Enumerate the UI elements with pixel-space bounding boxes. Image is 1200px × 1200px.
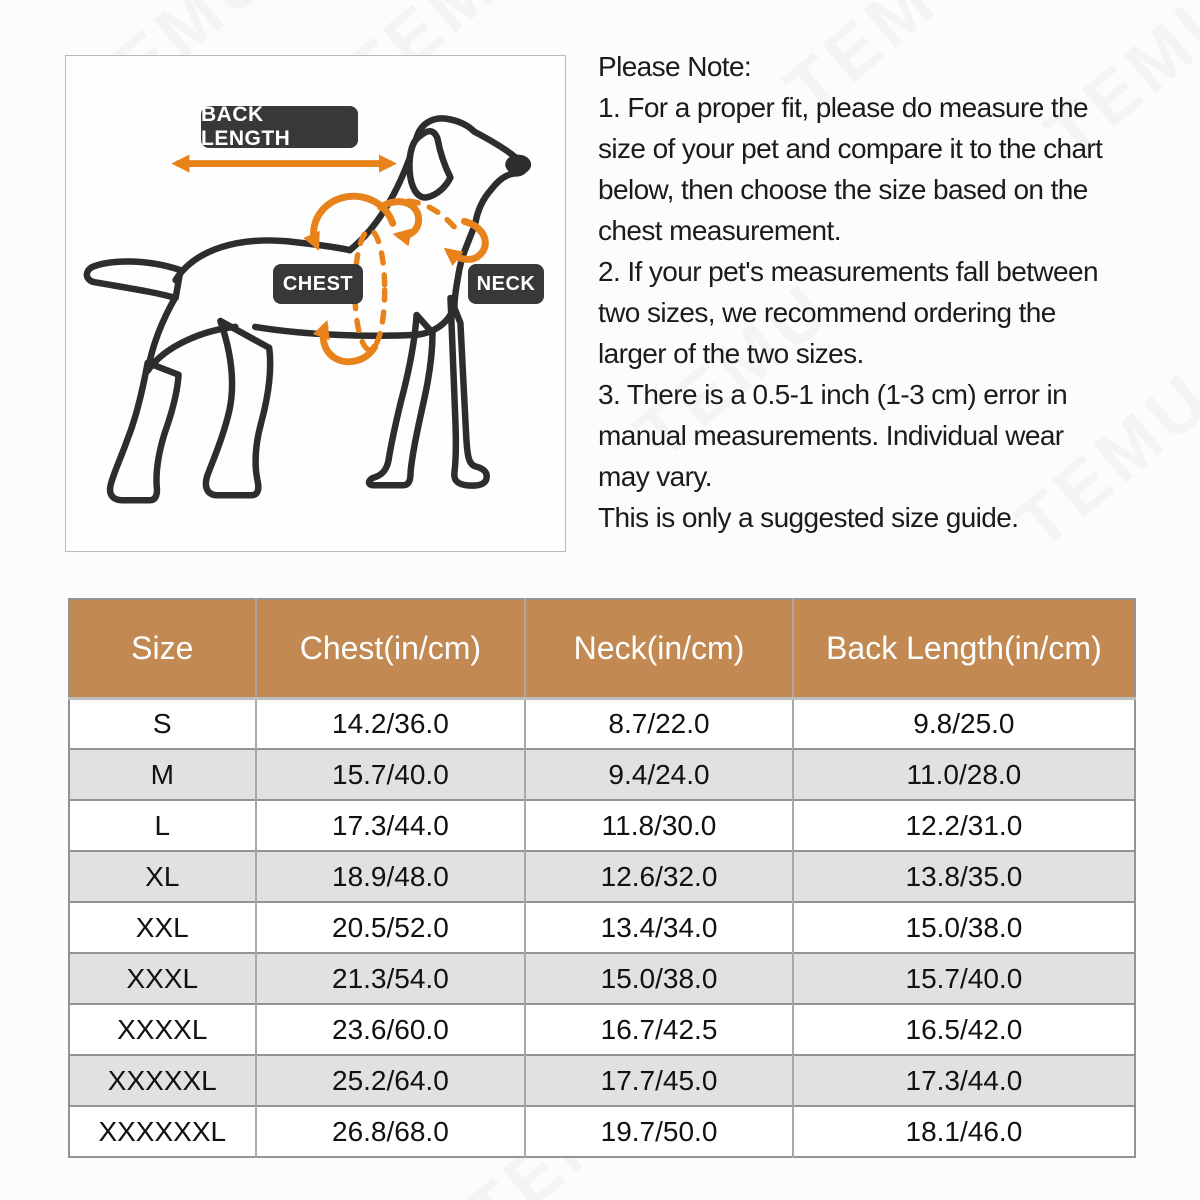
neck-cell: 13.4/34.0 — [525, 902, 793, 953]
back-cell: 9.8/25.0 — [793, 698, 1135, 749]
back-length-label: BACK LENGTH — [201, 106, 358, 148]
neck-cell: 11.8/30.0 — [525, 800, 793, 851]
back-cell: 16.5/42.0 — [793, 1004, 1135, 1055]
neck-cell: 8.7/22.0 — [525, 698, 793, 749]
note-line: size of your pet and compare it to the chart — [598, 133, 1103, 164]
back-cell: 11.0/28.0 — [793, 749, 1135, 800]
back-length-column-header: Back Length(in/cm) — [793, 599, 1135, 698]
chest-cell: 21.3/54.0 — [256, 953, 526, 1004]
neck-cell: 17.7/45.0 — [525, 1055, 793, 1106]
size-cell: M — [69, 749, 256, 800]
withers-hook-arrow — [381, 202, 419, 236]
chest-cell: 17.3/44.0 — [256, 800, 526, 851]
size-chart-table — [68, 598, 1136, 1158]
size-notes — [598, 46, 1178, 538]
back-cell: 15.0/38.0 — [793, 902, 1135, 953]
neck-cell: 12.6/32.0 — [525, 851, 793, 902]
table-header-row — [69, 599, 1135, 698]
size-cell: S — [69, 698, 256, 749]
note-line: below, then choose the size based on the — [598, 174, 1088, 205]
size-cell: XXXXXXL — [69, 1106, 256, 1157]
note-line: chest measurement. — [598, 215, 841, 246]
size-cell: XXXXL — [69, 1004, 256, 1055]
chest-cell: 20.5/52.0 — [256, 902, 526, 953]
dog-measurement-diagram — [65, 55, 566, 552]
size-cell: XXXL — [69, 953, 256, 1004]
back-cell: 17.3/44.0 — [793, 1055, 1135, 1106]
size-cell: L — [69, 800, 256, 851]
note-line: 2. If your pet's measurements fall between — [598, 256, 1098, 287]
back-cell: 12.2/31.0 — [793, 800, 1135, 851]
note-line: This is only a suggested size guide. — [598, 502, 1019, 533]
table-row-xxxxl — [69, 1004, 1135, 1055]
neck-cell: 16.7/42.5 — [525, 1004, 793, 1055]
neck-cell: 15.0/38.0 — [525, 953, 793, 1004]
back-cell: 15.7/40.0 — [793, 953, 1135, 1004]
size-cell: XL — [69, 851, 256, 902]
dog-outline — [87, 118, 531, 500]
table-row-l — [69, 800, 1135, 851]
table-row-xxxxxxl — [69, 1106, 1135, 1157]
back-cell: 13.8/35.0 — [793, 851, 1135, 902]
note-line: 1. For a proper fit, please do measure the — [598, 92, 1088, 123]
note-line: two sizes, we recommend ordering the — [598, 297, 1056, 328]
table-row-s — [69, 698, 1135, 749]
chest-cell: 26.8/68.0 — [256, 1106, 526, 1157]
size-column-header: Size — [69, 599, 256, 698]
chest-cell: 15.7/40.0 — [256, 749, 526, 800]
table-row-xl — [69, 851, 1135, 902]
note-line: larger of the two sizes. — [598, 338, 864, 369]
chest-cell: 18.9/48.0 — [256, 851, 526, 902]
neck-cell: 9.4/24.0 — [525, 749, 793, 800]
note-line: 3. There is a 0.5-1 inch (1-3 cm) error in — [598, 379, 1068, 410]
neck-column-header: Neck(in/cm) — [525, 599, 793, 698]
table-row-xxl — [69, 902, 1135, 953]
table-row-xxxxxl — [69, 1055, 1135, 1106]
table-row-m — [69, 749, 1135, 800]
notes-title: Please Note: — [598, 51, 752, 82]
size-cell: XXXXXL — [69, 1055, 256, 1106]
chest-cell: 25.2/64.0 — [256, 1055, 526, 1106]
chest-cell: 14.2/36.0 — [256, 698, 526, 749]
size-cell: XXL — [69, 902, 256, 953]
chest-cell: 23.6/60.0 — [256, 1004, 526, 1055]
note-line: may vary. — [598, 461, 712, 492]
neck-cell: 19.7/50.0 — [525, 1106, 793, 1157]
note-line: manual measurements. Individual wear — [598, 420, 1064, 451]
back-cell: 18.1/46.0 — [793, 1106, 1135, 1157]
chest-column-header: Chest(in/cm) — [256, 599, 526, 698]
chest-label: CHEST — [273, 264, 363, 304]
neck-label: NECK — [468, 264, 544, 304]
table-row-xxxl — [69, 953, 1135, 1004]
